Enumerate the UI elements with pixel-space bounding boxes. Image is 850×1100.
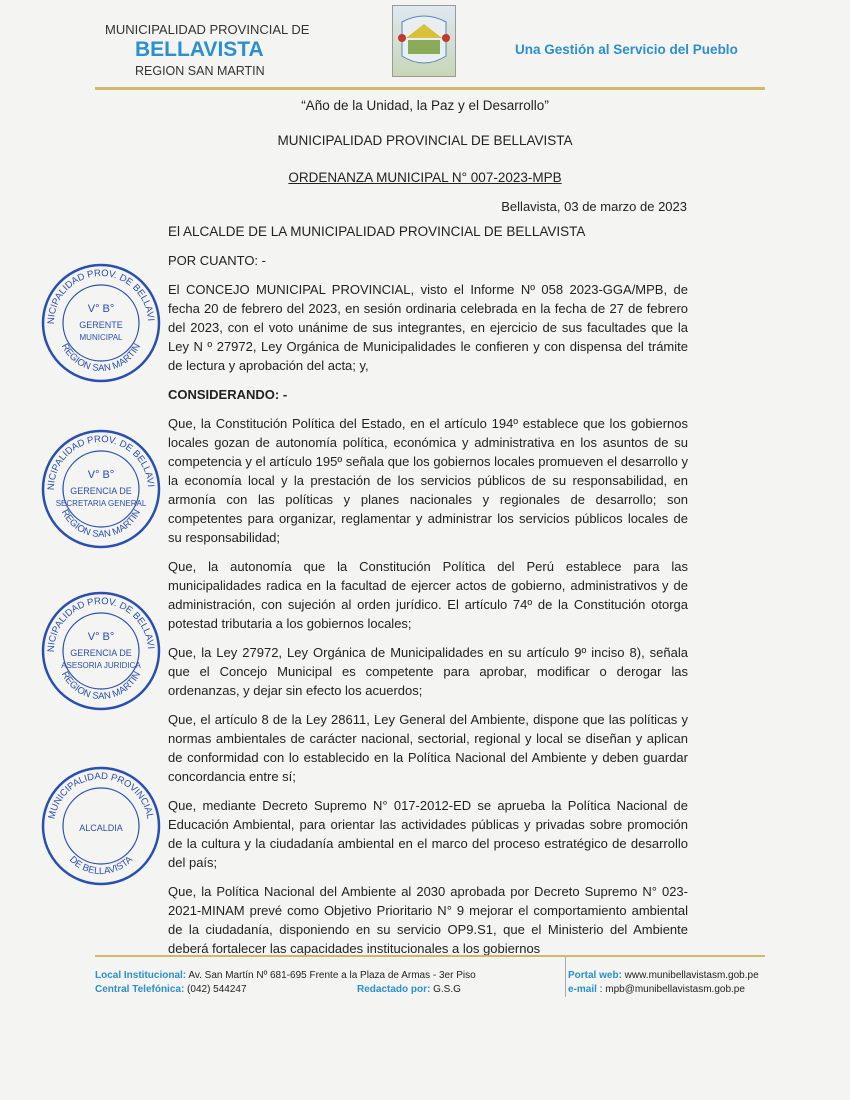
letterhead-slogan: Una Gestión al Servicio del Pueblo bbox=[515, 42, 738, 57]
document-body bbox=[168, 222, 688, 968]
official-stamp bbox=[40, 590, 162, 712]
addressee: El ALCALDE DE LA MUNICIPALIDAD PROVINCIAL DE BELLAVISTA bbox=[168, 224, 586, 239]
header-divider bbox=[95, 87, 765, 90]
svg-text:GERENCIA DE: GERENCIA DE bbox=[70, 486, 132, 496]
paragraph: Que, la Política Nacional del Ambiente al 2030 aprobada por Decreto Supremo N° 023-2021-MINAM prevé como Objetivo Prioritario N° 9 mejorar el comportamiento ambiental de la ciudadanía, disponiendo en su servicio OP9.S1, que el Ministerio del Ambiente deberá fortalecer las capacidades institucionales a los gobiernos bbox=[168, 884, 688, 956]
svg-text:V° B°: V° B° bbox=[87, 469, 115, 481]
official-stamp bbox=[40, 428, 162, 550]
svg-text:ASESORIA JURIDICA: ASESORIA JURIDICA bbox=[61, 661, 141, 670]
letterhead-line1: MUNICIPALIDAD PROVINCIAL DE bbox=[105, 22, 310, 37]
svg-text:REGION SAN MARTIN: REGION SAN MARTIN bbox=[59, 341, 143, 375]
svg-text:GERENTE: GERENTE bbox=[79, 320, 123, 330]
letterhead-left bbox=[105, 22, 315, 78]
footer-local-label: Local Institucional: bbox=[95, 970, 187, 981]
document-title: ORDENANZA MUNICIPAL N° 007-2023-MPB bbox=[288, 170, 562, 185]
letterhead-city: BELLAVISTA bbox=[135, 38, 264, 61]
svg-text:GERENCIA DE: GERENCIA DE bbox=[70, 648, 132, 658]
footer-web-label: Portal web: bbox=[568, 970, 622, 981]
footer-redactado-label: Redactado por: bbox=[357, 984, 431, 995]
footer bbox=[95, 955, 765, 1005]
svg-text:MUNICIPALIDAD PROVINCIAL: MUNICIPALIDAD PROVINCIAL bbox=[46, 770, 156, 821]
paragraph: Que, la Constitución Política del Estado, en el artículo 194º establece que los gobiernos locales gozan de autonomía política, económica y administrativa en los asuntos de su competencia y el artículo 195º señala que los gobiernos locales promueven el desarrollo y la economía local y la prestación de los servicios públicos de su responsabilidad, en armonía con las políticas y planes nacionales y regionales de desarrollo; son competentes para organizar, reglamentar y administrar los servicios públicos locales de su responsabilidad; bbox=[168, 416, 688, 545]
svg-text:SECRETARIA GENERAL: SECRETARIA GENERAL bbox=[55, 499, 147, 508]
intro-paragraph: El CONCEJO MUNICIPAL PROVINCIAL, visto el Informe Nº 058 2023-GGA/MPB, de fecha 20 de febrero del 2023, en sesión ordinaria celebrada en la fecha de 27 de febrero del 2023, con el voto unánime de sus integrantes, en ejercicio de sus facultades que la Ley N º 27972, Ley Orgánica de Municipalidades le confieren y con dispensa del trámite de lectura y aprobación del acta; y, bbox=[168, 282, 688, 373]
footer-phone-label: Central Telefónica: bbox=[95, 984, 185, 995]
official-stamp bbox=[40, 765, 162, 887]
stamp-seal-icon bbox=[40, 765, 162, 887]
footer-redactado-value: G.S.G bbox=[430, 984, 461, 995]
svg-text:MUNICIPALIDAD PROV. DE BELLAVI: NICIPALIDAD PROV. DE BELLAVI bbox=[45, 267, 156, 325]
svg-text:REGION SAN MARTIN: REGION SAN MARTIN bbox=[59, 507, 143, 541]
svg-text:MUNICIPAL: MUNICIPAL bbox=[79, 333, 123, 342]
stamp-seal-icon bbox=[40, 262, 162, 384]
footer-right bbox=[565, 957, 759, 997]
por-cuanto-heading: POR CUANTO: - bbox=[168, 253, 266, 268]
svg-text:ALCALDIA: ALCALDIA bbox=[79, 823, 123, 833]
institution-heading: MUNICIPALIDAD PROVINCIAL DE BELLAVISTA bbox=[277, 133, 573, 148]
footer-left bbox=[95, 969, 555, 997]
footer-email-link[interactable]: : mpb@munibellavistasm.gob.pe bbox=[596, 984, 745, 995]
svg-text:REGION SAN MARTIN: REGION SAN MARTIN bbox=[59, 669, 143, 703]
footer-web-link[interactable]: www.munibellavistasm.gob.pe bbox=[621, 970, 759, 981]
considerando-heading: CONSIDERANDO: - bbox=[168, 387, 288, 402]
year-motto: “Año de la Unidad, la Paz y el Desarrollo” bbox=[301, 98, 549, 113]
footer-email-label: e-mail bbox=[568, 984, 597, 995]
svg-text:V° B°: V° B° bbox=[87, 631, 115, 643]
stamp-seal-icon bbox=[40, 590, 162, 712]
paragraph: Que, mediante Decreto Supremo N° 017-2012-ED se aprueba la Política Nacional de Educación Ambiental, para orientar las actividades públicas y privadas sobre promoción de la cultura y la ciudadanía ambiental en el marco del proceso estratégico de desarrollo del país; bbox=[168, 798, 688, 870]
stamp-seal-icon bbox=[40, 428, 162, 550]
footer-phone-value: (042) 544247 bbox=[184, 984, 247, 995]
municipal-crest-logo bbox=[392, 5, 456, 77]
svg-text:MUNICIPALIDAD PROV. DE BELLAVI: NICIPALIDAD PROV. DE BELLAVI bbox=[45, 433, 156, 491]
svg-text:MUNICIPALIDAD PROV. DE BELLAVI: NICIPALIDAD PROV. DE BELLAVI bbox=[45, 595, 156, 653]
letterhead-region: REGION SAN MARTIN bbox=[135, 64, 265, 78]
svg-text:V° B°: V° B° bbox=[87, 303, 115, 315]
paragraph: Que, la autonomía que la Constitución Política del Perú establece para las municipalidades radica en la facultad de ejercer actos de gobierno, administrativos y de administración, con sujeción al orden jurídico. El artículo 74º de la Constitución otorga potestad tributaria a los gobiernos locales; bbox=[168, 559, 688, 631]
paragraph: Que, la Ley 27972, Ley Orgánica de Municipalidades en su artículo 9º inciso 8), señala que el Concejo Municipal es competente para aprobar, modificar o derogar las ordenanzas, y dejar sin efecto los acuerdos; bbox=[168, 645, 688, 698]
svg-text:DE BELLAVISTA: DE BELLAVISTA bbox=[67, 854, 135, 878]
paragraph: Que, el artículo 8 de la Ley 28611, Ley General del Ambiente, dispone que las políticas y normas ambientales de carácter nacional, sectorial, regional y local se diseñan y aplican de conformidad con lo establecido en la Política Nacional del Ambiente y deben guardar concordancia entre sí; bbox=[168, 712, 688, 784]
footer-local-value: Av. San Martín Nº 681-695 Frente a la Plaza de Armas - 3er Piso bbox=[186, 970, 476, 981]
document-date: Bellavista, 03 de marzo de 2023 bbox=[501, 199, 687, 214]
official-stamp bbox=[40, 262, 162, 384]
